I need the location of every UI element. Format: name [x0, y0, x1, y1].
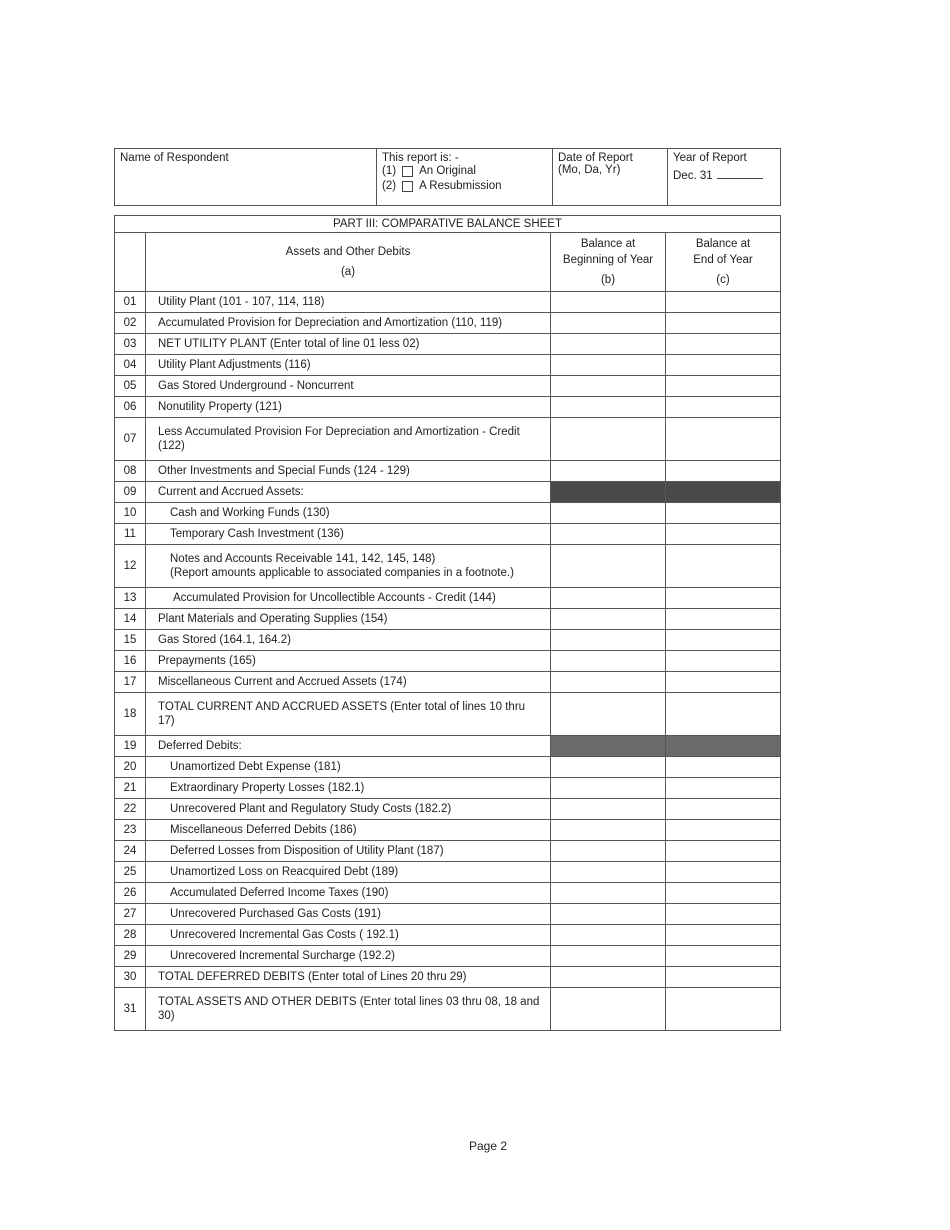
line-number: 22	[115, 799, 146, 820]
ending-balance-cell[interactable]	[666, 651, 781, 672]
line-description-text: Unrecovered Purchased Gas Costs (191)	[170, 908, 381, 920]
line-number: 24	[115, 841, 146, 862]
balance-sheet-table	[114, 215, 781, 1031]
ending-balance-cell[interactable]	[666, 778, 781, 799]
line-number: 17	[115, 672, 146, 693]
column-c-label1: Balance at	[695, 238, 751, 250]
ending-balance-cell[interactable]	[666, 292, 781, 313]
respondent-label: Name of Respondent	[120, 152, 229, 164]
table-row	[115, 883, 781, 904]
line-number: 28	[115, 925, 146, 946]
table-row	[115, 292, 781, 313]
line-description-text: Unrecovered Plant and Regulatory Study Costs (182.2)	[170, 803, 452, 815]
line-description-text: Gas Stored Underground - Noncurrent	[158, 380, 354, 392]
line-number: 23	[115, 820, 146, 841]
table-row	[115, 988, 781, 1031]
original-label: An Original	[419, 165, 476, 177]
line-number: 15	[115, 630, 146, 651]
line-number: 01	[115, 292, 146, 313]
beginning-balance-cell[interactable]	[551, 967, 666, 988]
ending-balance-cell[interactable]	[666, 988, 781, 1031]
line-description-text: Less Accumulated Provision For Depreciation and Amortization - Credit (122)	[158, 426, 520, 452]
line-description-text: TOTAL DEFERRED DEBITS (Enter total of Lines 20 thru 29)	[158, 971, 467, 983]
table-row	[115, 630, 781, 651]
option1-num: (1)	[382, 165, 397, 177]
beginning-balance-cell[interactable]	[551, 841, 666, 862]
table-row	[115, 376, 781, 397]
line-description-text: Temporary Cash Investment (136)	[170, 528, 344, 540]
table-row	[115, 862, 781, 883]
column-a-header	[146, 233, 551, 292]
table-row	[115, 545, 781, 588]
ending-balance-cell[interactable]	[666, 418, 781, 461]
table-row	[115, 946, 781, 967]
resubmission-label: A Resubmission	[419, 180, 502, 192]
beginning-balance-cell[interactable]	[551, 693, 666, 736]
line-number: 25	[115, 862, 146, 883]
form-header-table	[114, 148, 781, 206]
ending-balance-cell[interactable]	[666, 397, 781, 418]
line-description	[146, 841, 551, 862]
ending-balance-cell[interactable]	[666, 588, 781, 609]
line-description-text: TOTAL CURRENT AND ACCRUED ASSETS (Enter total of lines 10 thru 17)	[158, 701, 526, 727]
ending-balance-cell[interactable]	[666, 799, 781, 820]
table-row	[115, 588, 781, 609]
line-description	[146, 545, 551, 588]
line-description	[146, 651, 551, 672]
ending-balance-cell[interactable]	[666, 820, 781, 841]
line-number: 19	[115, 736, 146, 757]
option2-num: (2)	[382, 180, 397, 192]
table-row	[115, 651, 781, 672]
resubmission-checkbox[interactable]	[402, 181, 413, 192]
line-number: 03	[115, 334, 146, 355]
column-b-label2: Beginning of Year	[562, 254, 654, 266]
line-description-text: NET UTILITY PLANT (Enter total of line 01 less 02)	[158, 338, 420, 350]
beginning-balance-cell[interactable]	[551, 313, 666, 334]
table-row	[115, 672, 781, 693]
beginning-balance-cell[interactable]	[551, 630, 666, 651]
ending-balance-cell[interactable]	[666, 693, 781, 736]
ending-balance-cell[interactable]	[666, 883, 781, 904]
table-row	[115, 524, 781, 545]
beginning-balance-cell[interactable]	[551, 988, 666, 1031]
beginning-balance-cell[interactable]	[551, 757, 666, 778]
line-number: 10	[115, 503, 146, 524]
beginning-balance-cell[interactable]	[551, 588, 666, 609]
ending-balance-cell[interactable]	[666, 461, 781, 482]
line-description	[146, 630, 551, 651]
table-row	[115, 418, 781, 461]
line-description	[146, 355, 551, 376]
line-description-text: TOTAL ASSETS AND OTHER DEBITS (Enter total lines 03 thru 08, 18 and 30)	[158, 996, 540, 1022]
ending-balance-cell[interactable]	[666, 946, 781, 967]
line-description	[146, 588, 551, 609]
beginning-balance-cell[interactable]	[551, 292, 666, 313]
beginning-balance-cell[interactable]	[551, 862, 666, 883]
ending-balance-cell[interactable]	[666, 757, 781, 778]
beginning-balance-cell[interactable]	[551, 503, 666, 524]
line-description	[146, 482, 551, 503]
line-number: 06	[115, 397, 146, 418]
beginning-balance-cell[interactable]	[551, 397, 666, 418]
line-number: 29	[115, 946, 146, 967]
ending-balance-cell[interactable]	[666, 313, 781, 334]
line-description	[146, 988, 551, 1031]
date-format: (Mo, Da, Yr)	[558, 164, 621, 176]
line-number: 20	[115, 757, 146, 778]
line-description-text: Accumulated Provision for Depreciation and Amortization (110, 119)	[158, 317, 503, 329]
column-a-code: (a)	[340, 266, 356, 278]
beginning-balance-cell[interactable]	[551, 418, 666, 461]
line-description-text: Unrecovered Incremental Gas Costs ( 192.1)	[170, 929, 399, 941]
line-description-text: Deferred Debits:	[158, 740, 242, 752]
line-description-text: Miscellaneous Current and Accrued Assets (174)	[158, 676, 407, 688]
column-b-label1: Balance at	[580, 238, 636, 250]
report-year-field[interactable]	[668, 149, 781, 206]
line-description	[146, 946, 551, 967]
line-number: 30	[115, 967, 146, 988]
year-blank-line	[717, 178, 763, 179]
line-description-text: Unamortized Loss on Reacquired Debt (189)	[170, 866, 399, 878]
ending-balance-cell[interactable]	[666, 967, 781, 988]
line-description-text: Miscellaneous Deferred Debits (186)	[170, 824, 357, 836]
column-c-label2: End of Year	[693, 254, 753, 266]
line-description-text: Nonutility Property (121)	[158, 401, 282, 413]
beginning-balance-cell[interactable]	[551, 651, 666, 672]
respondent-name-field[interactable]	[115, 149, 377, 206]
line-number: 31	[115, 988, 146, 1031]
line-number: 05	[115, 376, 146, 397]
line-number: 13	[115, 588, 146, 609]
ending-balance-cell[interactable]	[666, 862, 781, 883]
line-number: 09	[115, 482, 146, 503]
column-b-header	[551, 233, 666, 292]
ending-balance-cell[interactable]	[666, 355, 781, 376]
table-row	[115, 799, 781, 820]
table-row	[115, 841, 781, 862]
line-description	[146, 883, 551, 904]
balance-sheet-form	[114, 148, 780, 1031]
line-description-text: Accumulated Deferred Income Taxes (190)	[170, 887, 389, 899]
ending-balance-cell[interactable]	[666, 672, 781, 693]
table-row	[115, 355, 781, 376]
line-description	[146, 376, 551, 397]
line-description	[146, 778, 551, 799]
beginning-balance-cell[interactable]	[551, 778, 666, 799]
report-is-label: This report is: -	[382, 152, 459, 164]
line-description	[146, 820, 551, 841]
line-number: 07	[115, 418, 146, 461]
beginning-balance-cell	[551, 482, 666, 503]
ending-balance-cell[interactable]	[666, 376, 781, 397]
ending-balance-cell[interactable]	[666, 841, 781, 862]
line-description-text: Notes and Accounts Receivable 141, 142, 145, 148)	[170, 553, 436, 565]
beginning-balance-cell[interactable]	[551, 672, 666, 693]
beginning-balance-cell	[551, 736, 666, 757]
line-description-text: Prepayments (165)	[158, 655, 256, 667]
table-row	[115, 778, 781, 799]
table-row	[115, 967, 781, 988]
line-number: 18	[115, 693, 146, 736]
beginning-balance-cell[interactable]	[551, 609, 666, 630]
date-label: Date of Report	[558, 152, 633, 164]
line-description	[146, 799, 551, 820]
line-description	[146, 904, 551, 925]
line-description	[146, 461, 551, 482]
line-description-note: (Report amounts applicable to associated companies in a footnote.)	[170, 567, 514, 579]
table-row	[115, 334, 781, 355]
line-description	[146, 292, 551, 313]
line-description-text: Other Investments and Special Funds (124 - 129)	[158, 465, 410, 477]
table-row	[115, 757, 781, 778]
original-checkbox[interactable]	[402, 166, 413, 177]
line-description	[146, 736, 551, 757]
line-description	[146, 967, 551, 988]
line-description	[146, 418, 551, 461]
ending-balance-cell[interactable]	[666, 609, 781, 630]
ending-balance-cell[interactable]	[666, 904, 781, 925]
report-date-field[interactable]	[553, 149, 668, 206]
beginning-balance-cell[interactable]	[551, 925, 666, 946]
page-number: Page 2	[468, 1139, 508, 1153]
line-number: 14	[115, 609, 146, 630]
line-description	[146, 672, 551, 693]
table-row	[115, 482, 781, 503]
line-description	[146, 693, 551, 736]
column-b-code: (b)	[600, 274, 616, 286]
line-description	[146, 757, 551, 778]
beginning-balance-cell[interactable]	[551, 946, 666, 967]
column-c-header	[666, 233, 781, 292]
beginning-balance-cell[interactable]	[551, 524, 666, 545]
line-description-text: Gas Stored (164.1, 164.2)	[158, 634, 291, 646]
table-row	[115, 820, 781, 841]
column-a-label: Assets and Other Debits	[285, 246, 411, 258]
line-number: 21	[115, 778, 146, 799]
table-row	[115, 503, 781, 524]
line-number: 11	[115, 524, 146, 545]
line-description-text: Extraordinary Property Losses (182.1)	[170, 782, 365, 794]
line-number: 12	[115, 545, 146, 588]
line-number: 26	[115, 883, 146, 904]
line-description-text: Plant Materials and Operating Supplies (154)	[158, 613, 388, 625]
ending-balance-cell[interactable]	[666, 524, 781, 545]
ending-balance-cell[interactable]	[666, 503, 781, 524]
line-description-text: Utility Plant (101 - 107, 114, 118)	[158, 296, 325, 308]
beginning-balance-cell[interactable]	[551, 461, 666, 482]
line-description-text: Deferred Losses from Disposition of Utility Plant (187)	[170, 845, 444, 857]
beginning-balance-cell[interactable]	[551, 355, 666, 376]
table-row	[115, 693, 781, 736]
line-description	[146, 397, 551, 418]
part-title: PART III: COMPARATIVE BALANCE SHEET	[115, 216, 781, 233]
column-c-code: (c)	[716, 274, 730, 286]
year-value: Dec. 31	[673, 170, 713, 182]
beginning-balance-cell[interactable]	[551, 545, 666, 588]
line-description	[146, 524, 551, 545]
line-description	[146, 313, 551, 334]
line-description-text: Cash and Working Funds (130)	[170, 507, 330, 519]
line-description	[146, 862, 551, 883]
beginning-balance-cell[interactable]	[551, 904, 666, 925]
line-description	[146, 334, 551, 355]
line-description-text: Utility Plant Adjustments (116)	[158, 359, 311, 371]
beginning-balance-cell[interactable]	[551, 820, 666, 841]
ending-balance-cell[interactable]	[666, 925, 781, 946]
table-row	[115, 313, 781, 334]
ending-balance-cell[interactable]	[666, 545, 781, 588]
table-row	[115, 397, 781, 418]
table-row	[115, 904, 781, 925]
beginning-balance-cell[interactable]	[551, 883, 666, 904]
ending-balance-cell	[666, 482, 781, 503]
ending-balance-cell[interactable]	[666, 334, 781, 355]
line-description	[146, 503, 551, 524]
line-number: 04	[115, 355, 146, 376]
ending-balance-cell[interactable]	[666, 630, 781, 651]
beginning-balance-cell[interactable]	[551, 376, 666, 397]
line-number: 08	[115, 461, 146, 482]
ending-balance-cell	[666, 736, 781, 757]
balance-rows	[115, 292, 781, 1031]
line-description-text: Unrecovered Incremental Surcharge (192.2)	[170, 950, 396, 962]
line-number: 27	[115, 904, 146, 925]
table-row	[115, 461, 781, 482]
table-row	[115, 609, 781, 630]
table-row	[115, 925, 781, 946]
line-number: 16	[115, 651, 146, 672]
beginning-balance-cell[interactable]	[551, 334, 666, 355]
line-description-text: Accumulated Provision for Uncollectible Accounts - Credit (144)	[173, 592, 496, 604]
beginning-balance-cell[interactable]	[551, 799, 666, 820]
line-number-header	[115, 233, 146, 292]
line-number: 02	[115, 313, 146, 334]
line-description-text: Current and Accrued Assets:	[158, 486, 304, 498]
table-row	[115, 736, 781, 757]
year-label: Year of Report	[673, 152, 747, 164]
line-description	[146, 609, 551, 630]
line-description-text: Unamortized Debt Expense (181)	[170, 761, 341, 773]
line-description	[146, 925, 551, 946]
report-type-field	[377, 149, 553, 206]
